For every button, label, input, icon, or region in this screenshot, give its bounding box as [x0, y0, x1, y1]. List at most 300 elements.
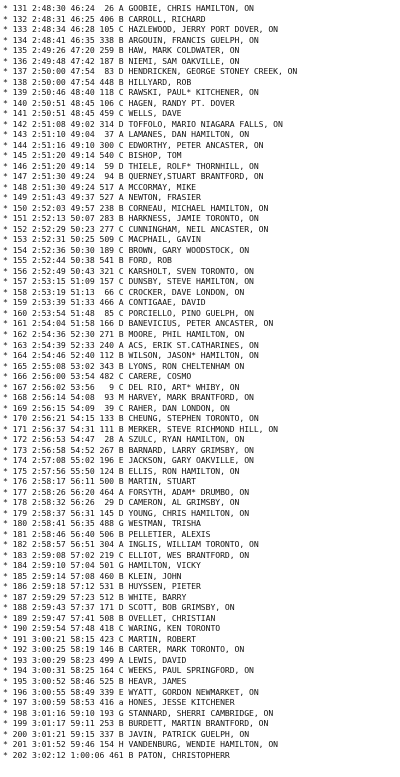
finish-marker: *: [3, 307, 8, 318]
category-code: C: [118, 234, 124, 245]
runner-name-location: BARNARD, LARRY GRIMSBY, ON: [128, 444, 254, 455]
finish-marker: *: [3, 45, 8, 56]
bib-number: 531: [99, 581, 114, 592]
bib-number: 482: [99, 371, 114, 382]
finish-marker: *: [3, 507, 8, 518]
net-time: 56:31: [70, 507, 95, 518]
runner-name-location: CAMERON, AL GRIMSBY, ON: [128, 497, 240, 508]
finish-place: 182: [12, 539, 28, 550]
runner-name-location: ELLIOT, WES BRANTFORD, ON: [128, 549, 250, 560]
finish-place: 181: [12, 528, 28, 539]
finish-marker: *: [3, 13, 8, 24]
bib-number: 314: [99, 118, 114, 129]
result-row: [3, 655, 397, 666]
finish-marker: *: [3, 623, 8, 634]
finish-marker: *: [3, 297, 8, 308]
finish-marker: *: [3, 718, 8, 729]
clock-time: 2:56:15: [31, 402, 66, 413]
result-row: [3, 729, 397, 740]
clock-time: 2:51:10: [31, 129, 66, 140]
finish-place: 197: [12, 697, 28, 708]
clock-time: 2:48:30: [31, 3, 66, 13]
bib-number: 500: [99, 476, 114, 487]
runner-name-location: CORNEAU, MICHAEL HAMILTON, ON: [128, 202, 269, 213]
finish-place: 132: [12, 13, 28, 24]
finish-place: 170: [12, 413, 28, 424]
finish-place: 189: [12, 612, 28, 623]
runner-name-location: HONES, JESSE KITCHENER: [128, 697, 235, 708]
net-time: 49:57: [70, 202, 95, 213]
result-row: [3, 255, 397, 266]
clock-time: 3:00:29: [31, 654, 66, 665]
result-row: [3, 150, 397, 161]
category-code: B: [118, 728, 124, 739]
clock-time: 2:58:32: [31, 497, 66, 508]
finish-place: 173: [12, 444, 28, 455]
runner-name-location: CONTIGAAE, DAVID: [128, 297, 206, 308]
finish-marker: *: [3, 66, 8, 77]
net-time: 51:58: [70, 318, 95, 329]
runner-name-location: CARERE, COSMO: [128, 371, 192, 382]
clock-time: 2:52:36: [31, 244, 66, 255]
net-time: 54:47: [70, 434, 95, 445]
category-code: C: [118, 402, 124, 413]
net-time: 50:30: [70, 244, 95, 255]
category-code: B: [118, 255, 124, 266]
clock-time: 2:53:39: [31, 297, 66, 308]
finish-place: 134: [12, 34, 28, 45]
net-time: 47:54: [70, 66, 95, 77]
net-time: 56:35: [70, 518, 95, 529]
bib-number: 196: [99, 455, 114, 466]
clock-time: 2:52:49: [31, 265, 66, 276]
category-code: M: [118, 392, 124, 403]
finish-marker: *: [3, 518, 8, 529]
bib-number: 133: [99, 413, 114, 424]
bib-number: 506: [99, 528, 114, 539]
finish-place: 133: [12, 24, 28, 35]
result-row: [3, 361, 397, 372]
finish-marker: *: [3, 560, 8, 571]
category-code: A: [118, 192, 124, 203]
net-time: 54:15: [70, 413, 95, 424]
category-code: B: [118, 171, 124, 182]
category-code: D: [118, 118, 124, 129]
bib-number: 59: [99, 160, 114, 171]
runner-name-location: SZULC, RYAN HAMILTON, ON: [128, 434, 245, 445]
bib-number: 488: [99, 518, 114, 529]
finish-place: 176: [12, 476, 28, 487]
net-time: 58:19: [70, 644, 95, 655]
clock-time: 3:00:59: [31, 697, 66, 708]
runner-name-location: JAVIN, PATRICK GUELPH, ON: [128, 728, 250, 739]
net-time: 52:30: [70, 328, 95, 339]
finish-place: 178: [12, 497, 28, 508]
finish-marker: *: [3, 392, 8, 403]
finish-place: 183: [12, 549, 28, 560]
finish-place: 174: [12, 455, 28, 466]
clock-time: 2:59:08: [31, 549, 66, 560]
finish-place: 161: [12, 318, 28, 329]
category-code: G: [118, 518, 124, 529]
net-time: 48:40: [70, 87, 95, 98]
bib-number: 154: [99, 739, 114, 750]
clock-time: 2:48:31: [31, 13, 66, 24]
finish-place: 191: [12, 633, 28, 644]
bib-number: 460: [99, 570, 114, 581]
result-row: [3, 276, 397, 287]
net-time: 49:24: [70, 171, 95, 182]
clock-time: 3:02:12: [31, 749, 66, 760]
finish-marker: *: [3, 181, 8, 192]
bib-number: 118: [99, 87, 114, 98]
finish-marker: *: [3, 255, 8, 266]
category-code: C: [118, 265, 124, 276]
runner-name-location: CARROLL, RICHARD: [128, 13, 206, 24]
bib-number: 157: [99, 276, 114, 287]
category-code: A: [118, 339, 124, 350]
bib-number: 189: [99, 244, 114, 255]
finish-place: 187: [12, 591, 28, 602]
finish-marker: *: [3, 686, 8, 697]
runner-name-location: FORSYTH, ADAM* DRUMBO, ON: [128, 486, 250, 497]
net-time: 56:11: [70, 476, 95, 487]
category-code: A: [118, 434, 124, 445]
results-page: [3, 3, 397, 774]
runner-name-location: LYONS, RON CHELTENHAM ON: [128, 360, 245, 371]
finish-place: 139: [12, 87, 28, 98]
result-row: [3, 529, 397, 540]
category-code: A: [118, 129, 124, 140]
net-time: 56:26: [70, 497, 95, 508]
finish-place: 148: [12, 181, 28, 192]
runner-name-location: HUYSSEN, PIETER: [128, 581, 201, 592]
net-time: 53:56: [70, 381, 95, 392]
clock-time: 2:59:14: [31, 570, 66, 581]
finish-marker: *: [3, 55, 8, 66]
finish-place: 156: [12, 265, 28, 276]
runner-name-location: WESTMAN, TRISHA: [128, 518, 201, 529]
net-time: 59:11: [70, 718, 95, 729]
category-code: A: [118, 181, 124, 192]
category-code: a: [118, 697, 124, 708]
result-row: [3, 592, 397, 603]
bib-number: 540: [99, 150, 114, 161]
runner-name-location: MCCORMAY, MIKE: [128, 181, 196, 192]
clock-time: 2:55:08: [31, 360, 66, 371]
net-time: 57:41: [70, 612, 95, 623]
category-code: A: [118, 654, 124, 665]
bib-number: 259: [99, 45, 114, 56]
clock-time: 3:01:52: [31, 739, 66, 750]
clock-time: 2:54:04: [31, 318, 66, 329]
runner-name-location: ACS, ERIK ST.CATHARINES, ON: [128, 339, 259, 350]
runner-name-location: BANEVICIUS, PETER ANCASTER, ON: [128, 318, 274, 329]
runner-name-location: DEL RIO, ART* WHIBY, ON: [128, 381, 240, 392]
finish-place: 190: [12, 623, 28, 634]
result-row: [3, 518, 397, 529]
bib-number: 406: [99, 13, 114, 24]
clock-time: 2:52:03: [31, 202, 66, 213]
bib-number: 164: [99, 665, 114, 676]
runner-name-location: STANNARD, SHERRI CAMBRIDGE, ON: [128, 707, 274, 718]
finish-place: 201: [12, 739, 28, 750]
clock-time: 3:00:55: [31, 686, 66, 697]
finish-place: 135: [12, 45, 28, 56]
net-time: 49:10: [70, 139, 95, 150]
clock-time: 2:58:57: [31, 539, 66, 550]
runner-name-location: FORD, ROB: [128, 255, 172, 266]
net-time: 50:38: [70, 255, 95, 266]
category-code: C: [118, 24, 124, 35]
finish-marker: *: [3, 97, 8, 108]
clock-time: 2:51:16: [31, 139, 66, 150]
finish-marker: *: [3, 150, 8, 161]
finish-marker: *: [3, 139, 8, 150]
net-time: 55:02: [70, 455, 95, 466]
clock-time: 2:58:41: [31, 518, 66, 529]
finish-marker: *: [3, 665, 8, 676]
category-code: B: [118, 13, 124, 24]
category-code: D: [118, 160, 124, 171]
result-row: [3, 644, 397, 655]
category-code: C: [118, 276, 124, 287]
finish-marker: *: [3, 265, 8, 276]
clock-time: 2:58:17: [31, 476, 66, 487]
result-row: [3, 119, 397, 130]
finish-marker: *: [3, 3, 8, 13]
bib-number: 277: [99, 223, 114, 234]
finish-place: 147: [12, 171, 28, 182]
result-row: [3, 581, 397, 592]
net-time: 58:15: [70, 633, 95, 644]
result-row: [3, 550, 397, 561]
result-row: [3, 676, 397, 687]
net-time: 57:02: [70, 549, 95, 560]
finish-marker: *: [3, 676, 8, 686]
clock-time: 2:51:08: [31, 118, 66, 129]
bib-number: 300: [99, 139, 114, 150]
clock-time: 3:01:16: [31, 707, 66, 718]
finish-marker: *: [3, 171, 8, 182]
finish-marker: *: [3, 160, 8, 171]
clock-time: 2:59:29: [31, 591, 66, 602]
category-code: C: [118, 87, 124, 98]
bib-number: 527: [99, 192, 114, 203]
category-code: C: [118, 150, 124, 161]
category-code: C: [118, 97, 124, 108]
clock-time: 3:00:21: [31, 633, 66, 644]
result-row: [3, 539, 397, 550]
bib-number: 267: [99, 444, 114, 455]
category-code: B: [118, 45, 124, 56]
bib-number: 94: [99, 171, 114, 182]
net-time: 52:33: [70, 339, 95, 350]
result-row: [3, 739, 397, 750]
finish-place: 198: [12, 707, 28, 718]
net-time: 49:37: [70, 192, 95, 203]
bib-number: 9: [99, 381, 114, 392]
category-code: A: [118, 486, 124, 497]
net-time: 51:33: [70, 297, 95, 308]
finish-place: 149: [12, 192, 28, 203]
finish-marker: *: [3, 318, 8, 329]
clock-time: 2:56:37: [31, 423, 66, 434]
clock-time: 3:01:17: [31, 718, 66, 729]
bib-number: 85: [99, 307, 114, 318]
clock-time: 2:56:02: [31, 381, 66, 392]
clock-time: 2:59:43: [31, 602, 66, 613]
runner-name-location: YOUNG, CHRIS HAMILTON, ON: [128, 507, 250, 518]
finish-marker: *: [3, 549, 8, 560]
clock-time: 3:00:31: [31, 665, 66, 676]
finish-place: 131: [12, 3, 28, 13]
runner-name-location: CROCKER, DAVE LONDON, ON: [128, 286, 245, 297]
finish-place: 202: [12, 749, 28, 760]
finish-place: 154: [12, 244, 28, 255]
result-row: [3, 718, 397, 729]
net-time: 48:45: [70, 108, 95, 119]
finish-marker: *: [3, 465, 8, 476]
net-time: 51:09: [70, 276, 95, 287]
result-row: [3, 434, 397, 445]
finish-marker: *: [3, 223, 8, 234]
result-row: [3, 213, 397, 224]
category-code: B: [118, 360, 124, 371]
net-time: 49:14: [70, 160, 95, 171]
finish-marker: *: [3, 360, 8, 371]
result-row: [3, 697, 397, 708]
finish-marker: *: [3, 528, 8, 539]
net-time: 56:20: [70, 486, 95, 497]
category-code: C: [118, 244, 124, 255]
clock-time: 2:48:41: [31, 34, 66, 45]
net-time: 47:54: [70, 76, 95, 87]
result-row: [3, 266, 397, 277]
finish-place: 175: [12, 465, 28, 476]
net-time: 50:43: [70, 265, 95, 276]
bib-number: 83: [99, 66, 114, 77]
finish-marker: *: [3, 581, 8, 592]
runner-name-location: PORCIELLO, PINO GUELPH, ON: [128, 307, 254, 318]
result-row: [3, 108, 397, 119]
bib-number: 166: [99, 318, 114, 329]
finish-place: 143: [12, 129, 28, 140]
category-code: B: [118, 528, 124, 539]
runner-name-location: WARING, KEN TORONTO: [128, 623, 221, 634]
finish-marker: *: [3, 34, 8, 45]
runner-name-location: MARTIN, ROBERT: [128, 633, 196, 644]
net-time: 46:25: [70, 13, 95, 24]
runner-name-location: CHEUNG, STEPHEN TORONTO, ON: [128, 413, 259, 424]
net-time: 46:35: [70, 34, 95, 45]
runner-name-location: HAGEN, RANDY PT. DOVER: [128, 97, 235, 108]
result-row: [3, 140, 397, 151]
clock-time: 2:58:46: [31, 528, 66, 539]
category-code: E: [118, 686, 124, 697]
bib-number: 459: [99, 108, 114, 119]
category-code: B: [118, 676, 124, 686]
net-time: 52:40: [70, 350, 95, 361]
clock-time: 2:56:14: [31, 392, 66, 403]
net-time: 59:46: [70, 739, 95, 750]
result-row: [3, 445, 397, 456]
bib-number: 39: [99, 402, 114, 413]
net-time: 55:50: [70, 465, 95, 476]
runner-name-location: GOOBIE, CHRIS HAMILTON, ON: [128, 3, 254, 13]
bib-number: 517: [99, 181, 114, 192]
category-code: B: [118, 423, 124, 434]
result-row: [3, 497, 397, 508]
runner-name-location: QUERNEY,STUART BRANTFORD, ON: [128, 171, 264, 182]
finish-marker: *: [3, 328, 8, 339]
clock-time: 2:50:46: [31, 87, 66, 98]
runner-name-location: SCOTT, BOB GRIMSBY, ON: [128, 602, 235, 613]
finish-place: 185: [12, 570, 28, 581]
finish-place: 157: [12, 276, 28, 287]
bib-number: 304: [99, 539, 114, 550]
category-code: B: [118, 213, 124, 224]
finish-marker: *: [3, 213, 8, 224]
runner-name-location: VANDENBURG, WENDIE HAMILTON, ON: [128, 739, 278, 750]
result-row: [3, 424, 397, 435]
result-row: [3, 403, 397, 414]
finish-place: 162: [12, 328, 28, 339]
finish-marker: *: [3, 539, 8, 550]
net-time: 1:00:06: [70, 749, 105, 760]
finish-marker: *: [3, 192, 8, 203]
result-row: [3, 382, 397, 393]
clock-time: 2:52:31: [31, 234, 66, 245]
net-time: 54:52: [70, 444, 95, 455]
clock-time: 2:51:43: [31, 192, 66, 203]
finish-place: 167: [12, 381, 28, 392]
bib-number: 171: [99, 602, 114, 613]
finish-place: 151: [12, 213, 28, 224]
category-code: C: [118, 549, 124, 560]
clock-time: 2:51:30: [31, 171, 66, 182]
bib-number: 124: [99, 465, 114, 476]
finish-marker: *: [3, 371, 8, 382]
category-code: C: [118, 286, 124, 297]
runner-name-location: MACPHAIL, GAVIN: [128, 234, 201, 245]
result-row: [3, 340, 397, 351]
result-row: [3, 318, 397, 329]
runner-name-location: WEEKS, PAUL SPRINGFORD, ON: [128, 665, 254, 676]
finish-place: 163: [12, 339, 28, 350]
clock-time: 2:57:56: [31, 465, 66, 476]
runner-name-location: HARKNESS, JAMIE TORONTO, ON: [128, 213, 259, 224]
finish-place: 172: [12, 434, 28, 445]
net-time: 58:46: [70, 676, 95, 686]
net-time: 58:23: [70, 654, 95, 665]
runner-name-location: KARSHOLT, SVEN TORONTO, ON: [128, 265, 254, 276]
runner-name-location: HAW, MARK COLDWATER, ON: [128, 45, 240, 56]
net-time: 53:02: [70, 360, 95, 371]
bib-number: 321: [99, 265, 114, 276]
category-code: B: [118, 581, 124, 592]
finish-marker: *: [3, 633, 8, 644]
runner-name-location: PELLETIER, ALEXIS: [128, 528, 211, 539]
finish-place: 165: [12, 360, 28, 371]
net-time: 57:04: [70, 560, 95, 571]
finish-marker: *: [3, 24, 8, 35]
bib-number: 238: [99, 202, 114, 213]
finish-marker: *: [3, 570, 8, 581]
finish-place: 184: [12, 560, 28, 571]
net-time: 53:54: [70, 371, 95, 382]
finish-place: 153: [12, 234, 28, 245]
